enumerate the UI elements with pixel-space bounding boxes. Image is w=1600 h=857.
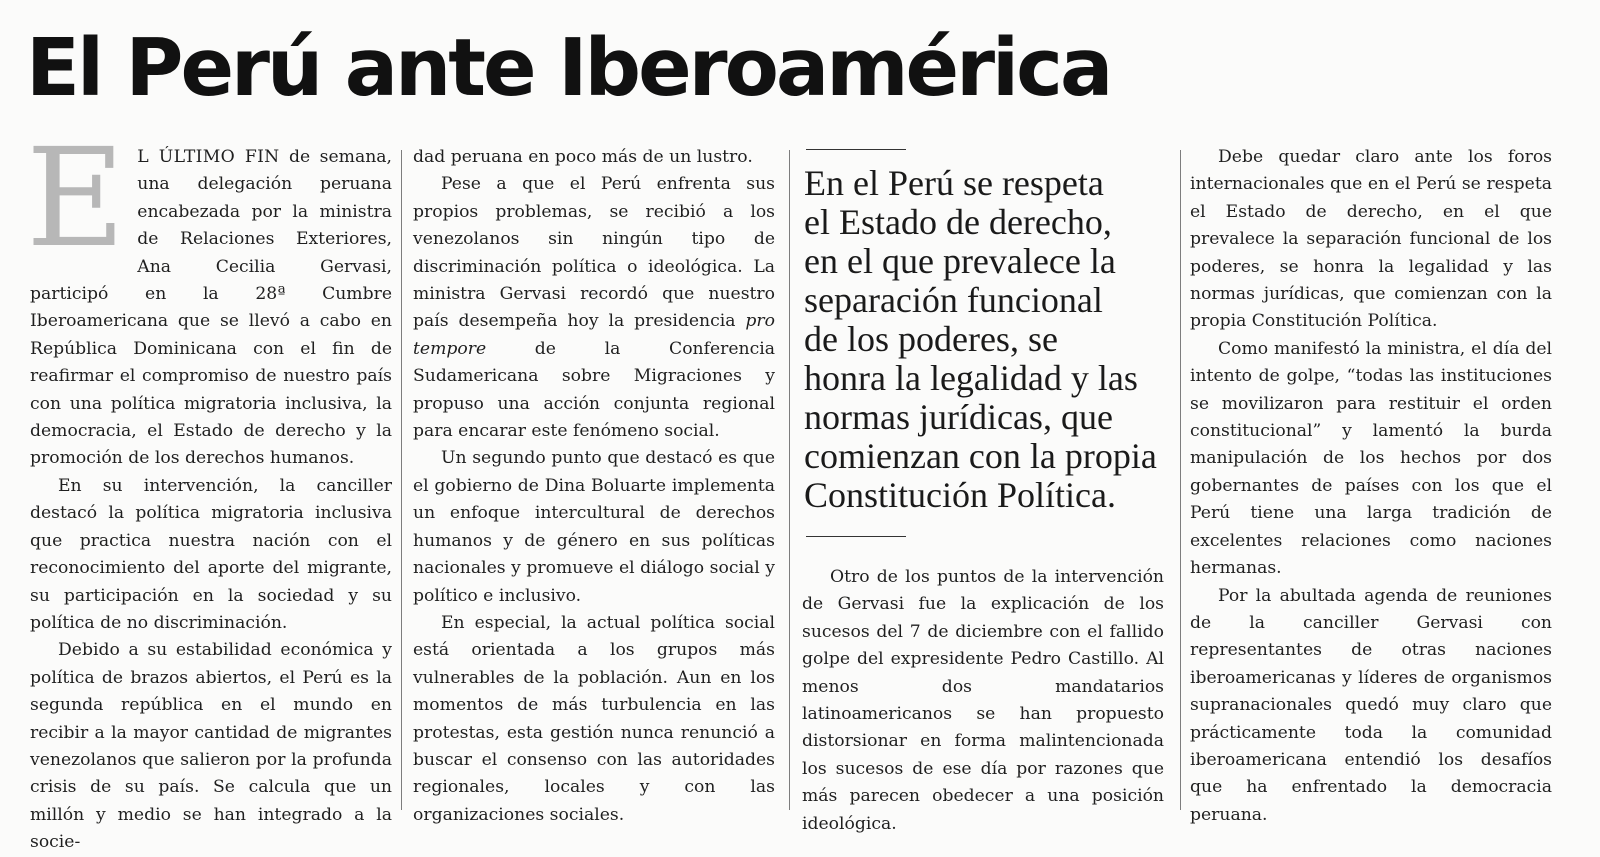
col1-paragraph-3: Debido a su estabilidad económica y política de brazos abiertos, el Perú es la segunda república en el mundo en recibir a la mayor cantidad de migrantes venezolanos que salieron por la profunda crisis de su país. Se calcula que un millón y medio se han integrado a la socie- <box>30 640 392 853</box>
pullquote-rule-bottom <box>806 536 906 537</box>
pullquote <box>804 164 1174 515</box>
pullquote-line: separación funcional <box>804 280 1103 320</box>
col2-paragraph-0: dad peruana en poco más de un lustro. <box>413 147 753 167</box>
pullquote-line: honra la legalidad y las <box>804 358 1138 398</box>
column-divider-3 <box>1180 150 1181 810</box>
col1-paragraph-1 <box>26 120 392 473</box>
col1-paragraph-2: En su intervención, la canciller destacó la política migratoria inclusiva que practica nuestra nación con el reconocimiento del aporte del migrante, su participación en la sociedad y su política de no discriminación. <box>30 475 392 633</box>
pullquote-line: el Estado de derecho, <box>804 202 1112 242</box>
pullquote-line: comienzan con la propia <box>804 436 1157 476</box>
headline: El Perú ante Iberoamérica <box>26 22 1111 114</box>
italic-pro-tempore: pro tempore <box>413 311 775 359</box>
column-2 <box>413 144 775 829</box>
pullquote-line: en el que prevalece la <box>804 241 1116 281</box>
col2-paragraph-1 <box>413 171 775 445</box>
col2-paragraph-2: Un segundo punto que destacó es que el gobierno de Dina Boluarte implementa un enfoque intercultural de derechos humanos y de género en sus políticas nacionales y promueve el diálogo social y político e inclusivo. <box>413 448 775 606</box>
column-4 <box>1190 144 1552 829</box>
col4-paragraph-2: Como manifestó la ministra, el día del intento de golpe, “todas las instituciones se movilizaron para restituir el orden constitucional” y lamentó la burda manipulación de los hechos por dos gobernantes de países con los que el Perú tiene una larga tradición de excelentes relaciones como naciones hermanas. <box>1190 338 1552 579</box>
pullquote-line: de los poderes, se <box>804 319 1058 359</box>
col2-paragraph-3: En especial, la actual política social está orientada a los grupos más vulnerables de la población. Aun en los momentos de más turbulencia en las protestas, esta gestión nunca renunció a buscar el consenso con las autoridades regionales, locales y con las organizaciones sociales. <box>413 612 775 825</box>
drop-cap: E <box>26 120 126 278</box>
col3-paragraph-1: Otro de los puntos de la intervención de Gervasi fue la explicación de los sucesos del 7 de diciembre con el fallido golpe del expresidente Pedro Castillo. Al menos dos mandatarios latinoamericanos se han propuesto distorsionar en forma malintencionada los sucesos de ese día por razones que más parecen obedecer a una posición ideológica. <box>802 567 1164 834</box>
pullquote-line: Constitución Política. <box>804 475 1116 515</box>
column-divider-1 <box>401 150 402 810</box>
col4-paragraph-1: Debe quedar claro ante los foros internacionales que en el Perú se respeta el Estado de derecho, en el que prevalece la separación funcional de los poderes, se honra la legalidad y las normas jurídicas, que comienzan con la propia Constitución Política. <box>1190 147 1552 332</box>
col4-paragraph-3: Por la abultada agenda de reuniones de la canciller Gervasi con representantes de otras naciones iberoamericanas y líderes de organismos supranacionales quedó muy claro que prácticamente toda la comunidad iberoamericana entendió los desafíos que ha enfrentado la democracia peruana. <box>1190 585 1552 825</box>
lead-in-caps: L ÚLTIMO FIN <box>137 147 280 167</box>
col1-paragraph-1-text: de semana, una delegación peruana encabezada por la ministra de Relaciones Exteriores, Ana Cecilia Gervasi, participó en la 28ª Cumbre Iberoamericana que se llevó a cabo en República Dominicana con el fin de reafirmar el compromiso de nuestro país con una política migratoria inclusiva, la democracia, el Estado de derecho y la promoción de los derechos humanos. <box>30 147 392 469</box>
column-3 <box>802 564 1164 838</box>
column-divider-2 <box>789 150 790 810</box>
col2-paragraph-1-text-b: de la Conferencia Sudamericana sobre Migraciones y propuso una acción conjunta regional para encarar este fenómeno social. <box>413 338 775 442</box>
pullquote-line: normas jurídicas, que <box>804 397 1113 437</box>
pullquote-line: En el Perú se respeta <box>804 163 1104 203</box>
col2-paragraph-1-text-a: Pese a que el Perú enfrenta sus propios problemas, se recibió a los venezolanos sin ningún tipo de discriminación política o ideológica. La ministra Gervasi recordó que nuestro país desempeña hoy la presidencia <box>413 174 775 332</box>
column-1 <box>26 120 392 857</box>
pullquote-rule-top <box>806 149 906 150</box>
